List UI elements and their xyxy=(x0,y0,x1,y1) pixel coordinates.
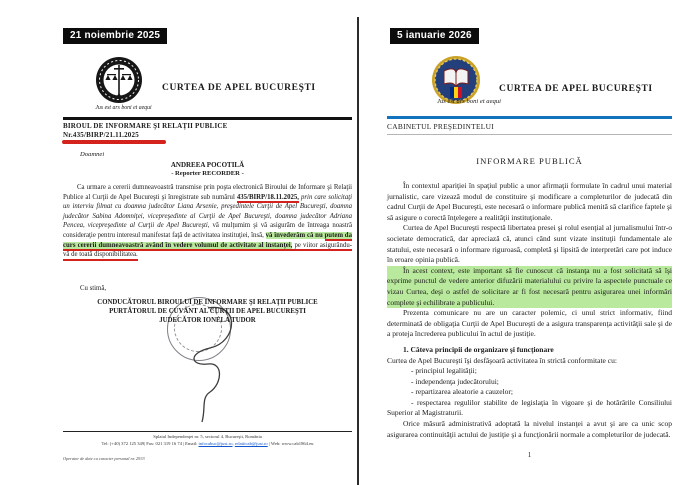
paragraph-2: Curtea de Apel Bucureşti respectă libertatea presei şi rolul esenţial al jurnalismului într-o societate democratică, dar apreciază că, atunci când sunt vizate instituţii fundamentale ale statului, este necesară o informare riguroasă, completă şi lipsită de interpretări care pot induce în eroare opinia publică. xyxy=(387,223,672,265)
header-rule-left xyxy=(63,117,352,120)
signature-line-3: JUDECĂTOR IONELA TUDOR xyxy=(159,316,256,324)
department-left: BIROUL DE INFORMARE ŞI RELAŢII PUBLICE xyxy=(63,122,228,130)
bullet-1: - principiul legalităţii; xyxy=(411,366,477,376)
paragraph-3-highlighted: În acest context, este important să fie cunoscut că instanţa nu a fost solicitată să îşi exprime punctul de vedere anterior difuzării materialului cu privire la aspectele punctuale ce vizau Curtea, deşi o astfel de solicitare ar fi fost necesară pentru asigurarea unei informări complete şi echilibrate a publicului. xyxy=(387,265,672,307)
motto-left: Jus est ars boni et aequi xyxy=(95,105,152,111)
red-underline-marker xyxy=(62,140,166,144)
closing-paragraph: Orice măsură administrativă adoptată la nivelul instanţei a avut şi are ca unic scop asigurarea continuităţii actului de justiţie şi a funcţionării normale a completurilor de judecată. xyxy=(387,419,672,439)
salutation: Doamnei xyxy=(80,151,105,158)
paragraph-4: Prezenta comunicare nu are un caracter polemic, ci unul strict informativ, fiind determinată de obligaţia Curţii de Apel Bucureşti de a asigura transparenţa activităţii sale şi de a proteja încrederea publicului în actul de justiţie. xyxy=(387,308,672,339)
bullet-3: - repartizarea aleatorie a cauzelor; xyxy=(411,387,514,397)
bullet-2: - independenţa judecătorului; xyxy=(411,376,499,386)
paragraph-1: În contextul apariţiei în spaţiul public a unor afirmaţii formulate în cadrul unui material jurnalistic, care vizează modul de constituire şi modificare a completurilor de judecată din cadrul Curţii de Apel Bucureşti, este necesară o informare publică menită să clarifice faptele şi să asigure o corectă înţelegere a realităţii instituţionale. xyxy=(387,181,672,222)
section-heading: 1. Câteva principii de organizare şi funcţionare xyxy=(403,344,554,354)
footer-operator: Operator de date cu caracter personal nr. 2933 xyxy=(63,456,145,461)
motto-right: Jus est ars boni et aequi xyxy=(437,98,501,105)
public-information-body xyxy=(387,181,672,440)
date-badge-right: 5 ianuarie 2026 xyxy=(390,28,479,44)
registration-number: Nr.435/BIRP/21.11.2025 xyxy=(63,131,139,139)
court-emblem-bw-icon xyxy=(95,56,143,104)
recipient-name: ANDREEA POCOTILĂ xyxy=(170,161,245,169)
court-title-right: CURTEA DE APEL BUCUREŞTI xyxy=(499,84,653,94)
court-title-left: CURTEA DE APEL BUCUREŞTI xyxy=(162,83,316,93)
letter-body: Ca urmare a cererii dumneavoastră transmise prin poşta electronică Biroului de Informare şi Relaţii Publice al Curţii de Apel Bucureşti şi înregistrate sub numărul 435/BIRP/18.11.2025, prin care solicitaţi un interviu filmat cu doamna judecător Liana Arsenie, preşedintele Curţii de Apel Bucureşti, doamna judecător Sabina Adomniţei, vicepreşedinte al Curţii de Apel Bucureşti, doamna judecător Adriana Pencea, vicepreşedinte al Curţii de Apel Bucureşti, vă mulţumim şi vă asigurăm de întreaga noastră consideraţie pentru interesul manifestat faţă de activitatea instituţiei, însă, vă învederăm că nu putem da curs cererii dumneavoastră având în vedere volumul de activitate al instanţei, pe viitor asigurându-vă de toată disponibilitatea. xyxy=(63,183,352,260)
footer-rule xyxy=(63,431,352,432)
signature-block xyxy=(63,299,352,325)
bullet-4: - respectarea regulilor stabilite de legislaţia în vigoare şi de hotărârile Consiliului Superior al Magistraturii. xyxy=(387,397,672,418)
date-badge-left: 21 noiembrie 2025 xyxy=(63,28,167,44)
list-intro: Curtea de Apel Bucureşti îşi desfăşoară activitatea în strictă conformitate cu: xyxy=(387,355,617,365)
signature-line-2: PURTĂTORUL DE CUVÂNT AL CURŢII DE APEL BUCUREŞTI xyxy=(109,307,306,315)
footer-contact[interactable]: Tel: (+40) 372 125 349| Fax: 021 319 16 74 | Email: infocabuc@just.ro, relatiicab@just.ro | Web: www.cab1864.eu xyxy=(101,441,314,446)
closing-salutation: Cu stimă, xyxy=(80,285,107,292)
department-right: CABINETUL PREŞEDINTELUI xyxy=(387,122,672,135)
recipient-role: - Reporter RECORDER - xyxy=(171,169,244,177)
document-title: INFORMARE PUBLICĂ xyxy=(476,156,583,166)
signature-line-1: CONDUCĂTORUL BIROULUI DE INFORMARE ŞI RELAŢII PUBLICE xyxy=(97,299,318,306)
page-number: 1 xyxy=(527,451,532,459)
right-document-page xyxy=(359,0,700,485)
header-rule-right xyxy=(387,116,672,119)
footer-address: Splaiul Independenţei nr. 5, sectorul 4, Bucureşti, România xyxy=(153,434,262,439)
